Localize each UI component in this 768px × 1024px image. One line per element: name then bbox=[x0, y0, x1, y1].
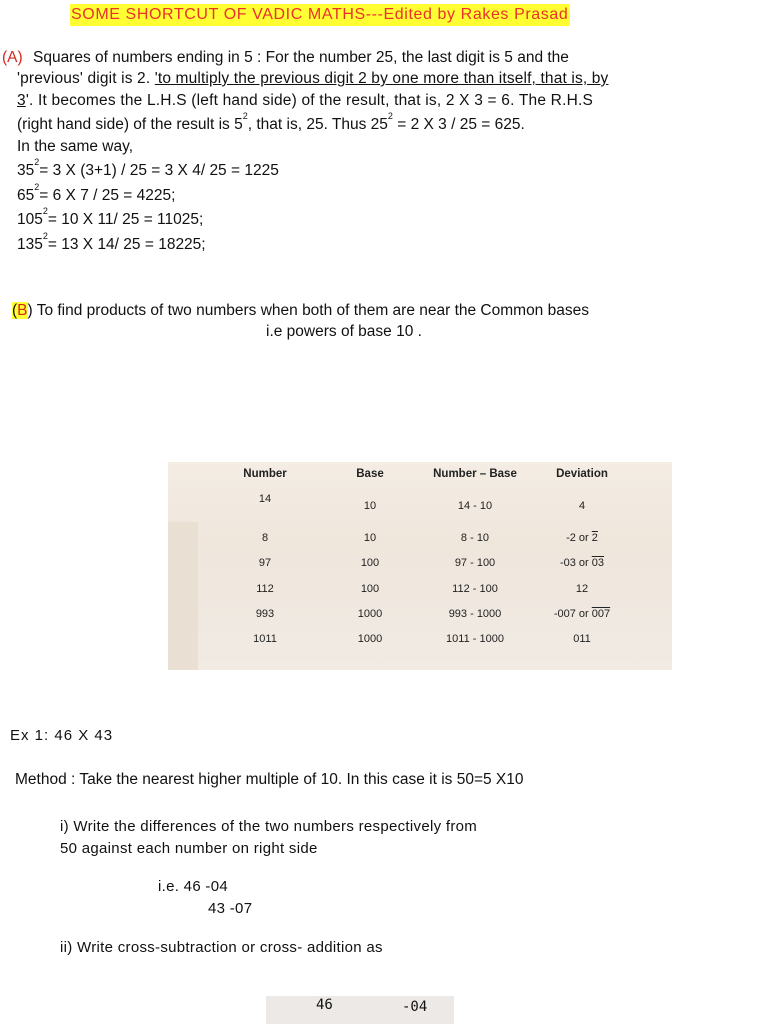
example-heading: Ex 1: 46 X 43 bbox=[10, 727, 114, 744]
table-cell: 97 bbox=[258, 557, 272, 569]
box-deviation: -04 bbox=[402, 999, 428, 1015]
page-title: SOME SHORTCUT OF VADIC MATHS---Edited by Rakes Prasad bbox=[70, 4, 570, 26]
square-example-105: $105^2= 10$ X 11/ 25 = 11025; bbox=[17, 206, 204, 228]
square-example-65: $65^2= 6$ X 7 / 25 = 4225; bbox=[17, 182, 176, 204]
table-cell: 100 bbox=[360, 583, 380, 595]
table-cell: 993 bbox=[255, 608, 275, 620]
section-a-line5: In the same way, bbox=[17, 138, 134, 155]
table-cell: 14 - 10 bbox=[457, 500, 493, 512]
table-cell: 1000 bbox=[357, 633, 383, 645]
table-cell: 8 bbox=[261, 532, 269, 544]
step1-line1: i) Write the differences of the two numbers respectively from bbox=[60, 818, 478, 835]
table-cell: 993 - 1000 bbox=[448, 608, 502, 620]
section-a-line3: 3'. It becomes the L.H.S (left hand side) of the result, that is, 2 X 3 = 6. The R.H.S bbox=[17, 92, 594, 109]
section-b-line2: i.e powers of base 10 . bbox=[266, 323, 422, 340]
table-cell: 10 bbox=[363, 532, 377, 544]
table-header-base: Base bbox=[356, 468, 384, 480]
section-a-line1: Squares of numbers ending in 5 : For the number 25, the last digit is 5 and the bbox=[32, 49, 569, 66]
table-cell: 14 bbox=[258, 493, 272, 505]
table-header-number-base: Number – Base bbox=[433, 468, 517, 480]
square-example-35: $35^2= 3$ X (3+1) / 25 = 3 X 4/ 25 = 1225 bbox=[17, 157, 279, 179]
base-deviation-table bbox=[168, 462, 672, 670]
table-cell: 8 - 10 bbox=[460, 532, 490, 544]
method-text: Method : Take the nearest higher multiple of 10. In this case it is 50=5 X10 bbox=[15, 771, 524, 788]
table-cell: -03 or 03 bbox=[559, 557, 605, 569]
table-cell: 112 bbox=[256, 583, 274, 595]
table-cell: 12 bbox=[575, 583, 589, 595]
ie-line1: i.e. 46 -04 bbox=[158, 878, 229, 895]
section-b-line1: (B) To find products of two numbers when both of them are near the Common bases bbox=[12, 302, 589, 319]
table-cell: 112 - 100 bbox=[452, 583, 498, 595]
table-cell: 011 bbox=[573, 633, 591, 645]
table-cell: 97 - 100 bbox=[454, 557, 496, 569]
table-cell: 100 bbox=[360, 557, 380, 569]
ie-line2: 43 -07 bbox=[208, 900, 253, 917]
box-number: 46 bbox=[316, 997, 333, 1013]
table-cell: 10 bbox=[363, 500, 377, 512]
table-cell: 4 bbox=[578, 500, 586, 512]
table-cell: 1011 bbox=[253, 633, 277, 645]
section-a-label: (A) bbox=[2, 49, 23, 66]
section-b-label: B bbox=[17, 302, 28, 319]
table-cell: -2 or 2 bbox=[566, 532, 598, 544]
table-header-number: Number bbox=[243, 468, 287, 480]
section-a-line2: 'previous' digit is 2. 'to multiply the previous digit 2 by one more than itself, that is, by bbox=[17, 70, 609, 87]
table-cell: -007 or 007 bbox=[553, 608, 611, 620]
step1-line2: 50 against each number on right side bbox=[60, 840, 318, 857]
square-example-135: $135^2= 13$ X 14/ 25 = 18225; bbox=[17, 231, 206, 253]
section-a bbox=[2, 47, 742, 70]
section-a-line4: (right hand side) of the result is $5^2$, that is, 25. Thus $25^2 = 2$ X 3 / 25 = 625. bbox=[17, 111, 525, 133]
step2-text: ii) Write cross-subtraction or cross- addition as bbox=[60, 939, 383, 956]
table-header-deviation: Deviation bbox=[556, 468, 608, 480]
table-cell: 1000 bbox=[357, 608, 383, 620]
table-cell: 1011 - 1000 bbox=[446, 633, 504, 645]
cross-subtraction-box bbox=[266, 996, 454, 1024]
